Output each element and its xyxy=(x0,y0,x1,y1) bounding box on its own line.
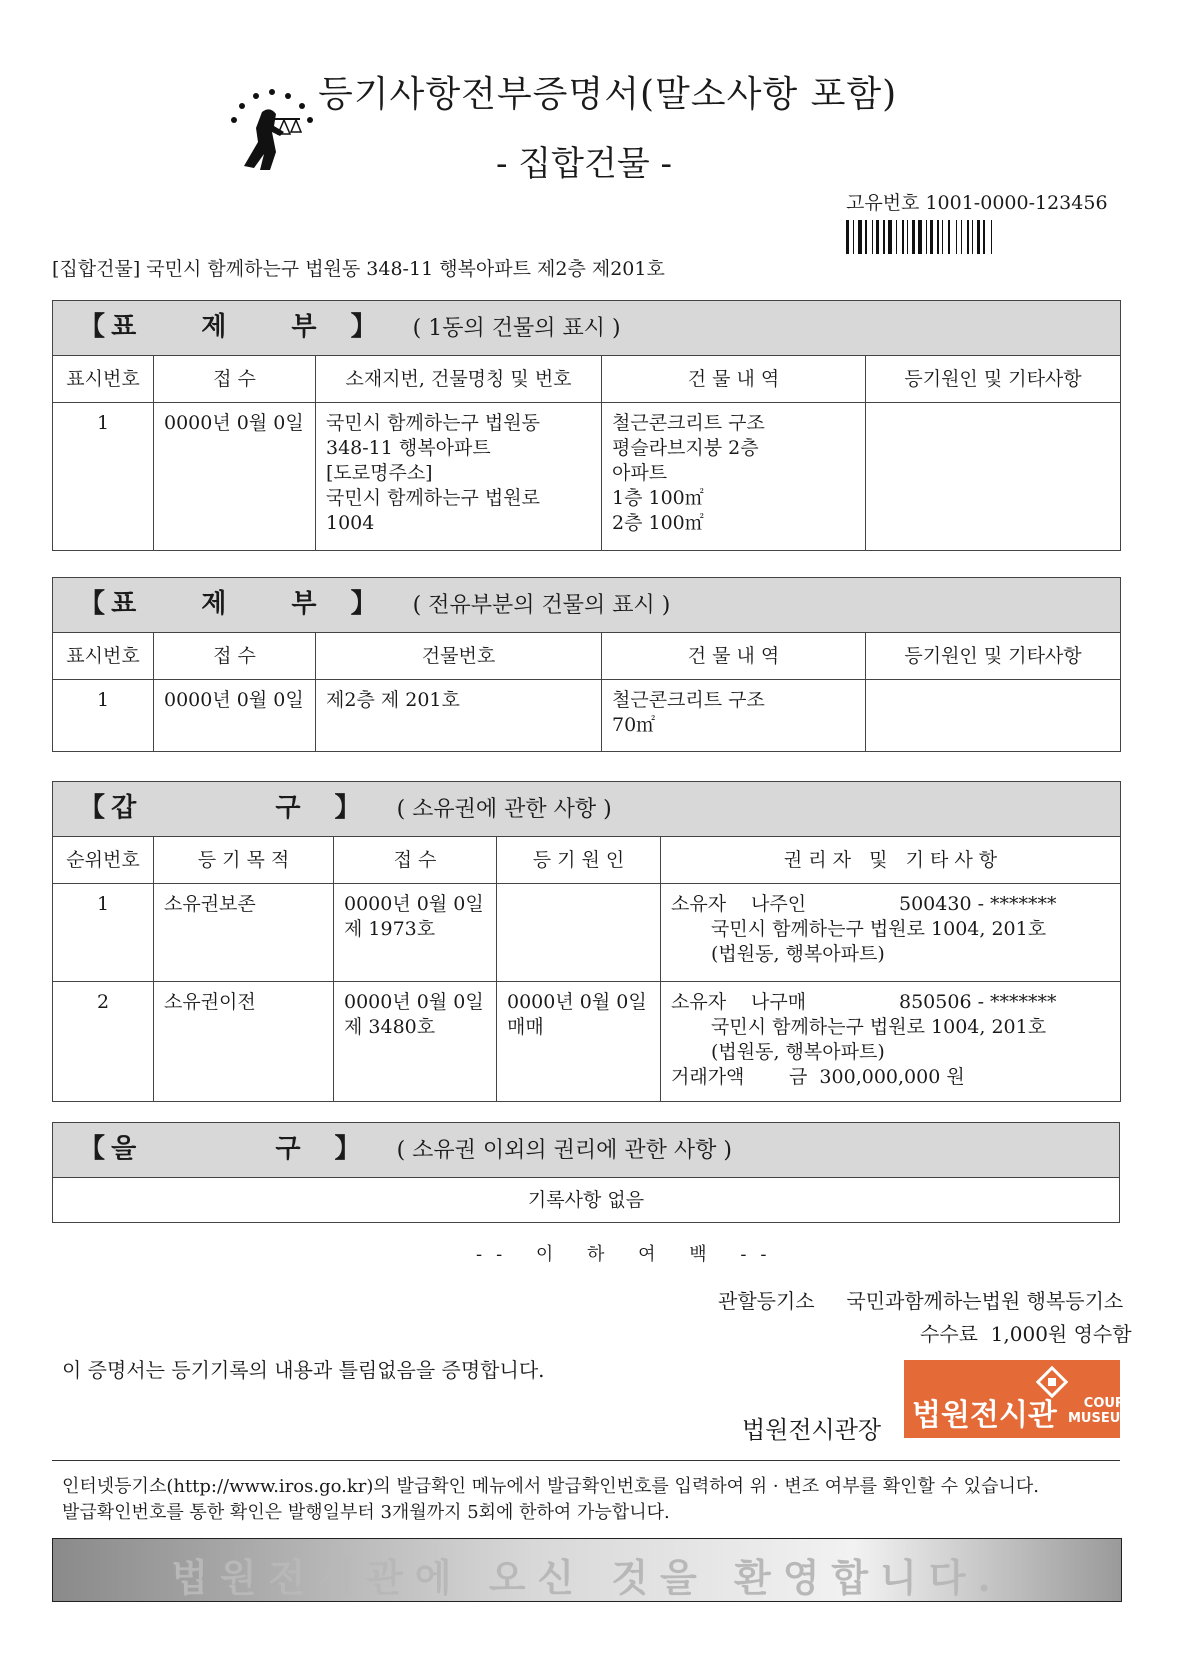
table-row xyxy=(53,982,1121,1102)
barcode-bar xyxy=(972,220,973,254)
bracket-open: 【 xyxy=(79,311,106,342)
section-desc: ( 전유부분의 건물의 표시 ) xyxy=(412,592,671,618)
col-header: 표시번호 xyxy=(53,356,154,403)
bracket-close: 】 xyxy=(350,588,377,619)
cause-cell xyxy=(497,884,661,982)
building-detail-cell xyxy=(602,403,866,551)
col-header: 접 수 xyxy=(334,837,497,884)
col-header: 접 수 xyxy=(154,356,316,403)
section-header xyxy=(53,301,1121,356)
rank-number: 1 xyxy=(53,884,154,982)
owner-row xyxy=(671,892,1110,917)
building-detail-cell xyxy=(602,680,866,752)
section-header xyxy=(53,578,1121,633)
barcode-icon xyxy=(846,220,1104,254)
detail-line: 70㎡ xyxy=(612,714,656,736)
owner-address: (법원동, 행복아파트) xyxy=(711,943,885,965)
building-number: 제2층 제 201호 xyxy=(316,680,602,752)
display-number: 1 xyxy=(53,680,154,752)
location-line: [도로명주소] xyxy=(326,462,433,484)
barcode-bar xyxy=(937,220,939,254)
barcode-bar xyxy=(961,220,962,254)
notice-line: 인터넷등기소(http://www.iros.go.kr)의 발급확인 메뉴에서 발급확인번호를 입력하여 위 · 변조 여부를 확인할 수 있습니다. xyxy=(62,1476,1039,1497)
barcode-bar xyxy=(876,220,879,254)
bracket-close: 】 xyxy=(350,311,377,342)
section-desc: ( 1동의 건물의 표시 ) xyxy=(412,315,621,341)
price-label: 거래가액 xyxy=(671,1066,745,1088)
col-header: 등기원인 및 기타사항 xyxy=(866,633,1121,680)
barcode-bar xyxy=(956,220,957,254)
col-header: 건 물 내 역 xyxy=(602,356,866,403)
barcode-bar xyxy=(926,220,927,254)
price-value: 금 300,000,000 원 xyxy=(789,1066,965,1088)
registry-office: 관할등기소 국민과함께하는법원 행복등기소 xyxy=(718,1289,1124,1313)
section-desc: ( 소유권 이외의 권리에 관한 사항 ) xyxy=(396,1137,732,1163)
fee-receipt: 수수료 1,000원 영수함 xyxy=(920,1322,1132,1346)
section-header xyxy=(53,1123,1120,1178)
rights-holder-cell xyxy=(661,982,1121,1102)
detail-line: 철근콘크리트 구조 xyxy=(612,689,765,711)
cause-line: 매매 xyxy=(507,1016,544,1038)
barcode-bar xyxy=(883,220,885,254)
document-title: 등기사항전부증명서(말소사항 포함) xyxy=(318,74,898,115)
barcode-bar xyxy=(907,220,908,254)
owner-address: 국민시 함께하는구 법원로 1004, 201호 xyxy=(711,1016,1047,1038)
purpose: 소유권이전 xyxy=(154,982,334,1102)
barcode-bar xyxy=(948,220,950,254)
owner-address: 국민시 함께하는구 법원로 1004, 201호 xyxy=(711,918,1047,940)
receipt-line: 0000년 0월 0일 xyxy=(344,991,484,1013)
detail-line: 1층 100㎡ xyxy=(612,487,704,509)
seal-english-line: MUSEUM xyxy=(1068,1411,1134,1426)
section-title-building xyxy=(52,300,1121,551)
property-address: [집합건물] 국민시 함께하는구 법원동 348-11 행복아파트 제2층 제201호 xyxy=(52,258,665,280)
cause-cell xyxy=(497,982,661,1102)
section-eul-gu xyxy=(52,1122,1120,1223)
seal-english xyxy=(1068,1396,1133,1426)
barcode-bar xyxy=(896,220,897,254)
section-gap-gu xyxy=(52,781,1121,1102)
section-name: 표 제 부 xyxy=(111,311,345,342)
location-line: 348-11 행복아파트 xyxy=(326,437,491,459)
col-header: 권 리 자 및 기 타 사 항 xyxy=(661,837,1121,884)
display-number: 1 xyxy=(53,403,154,551)
rank-number: 2 xyxy=(53,982,154,1102)
owner-name: 나구매 xyxy=(751,991,807,1013)
section-title-unit xyxy=(52,577,1121,752)
col-header: 등 기 원 인 xyxy=(497,837,661,884)
seal-english-line: COURT xyxy=(1083,1396,1134,1411)
location-cell xyxy=(316,403,602,551)
no-records: 기록사항 없음 xyxy=(53,1178,1120,1223)
document-subtitle: - 집합건물 - xyxy=(496,144,672,184)
col-header: 건물번호 xyxy=(316,633,602,680)
rights-holder-cell xyxy=(661,884,1121,982)
cause-line: 0000년 0월 0일 xyxy=(507,991,647,1013)
receipt-cell xyxy=(334,884,497,982)
divider xyxy=(52,1460,1120,1461)
detail-line: 철근콘크리트 구조 xyxy=(612,412,765,434)
col-header: 표시번호 xyxy=(53,633,154,680)
cause-cell xyxy=(866,680,1121,752)
section-name: 을 구 xyxy=(111,1133,329,1164)
court-emblem-icon xyxy=(222,82,318,174)
owner-address: (법원동, 행복아파트) xyxy=(711,1041,885,1063)
col-header: 등 기 목 적 xyxy=(154,837,334,884)
price-row xyxy=(671,1065,1110,1090)
barcode-bar xyxy=(912,220,915,254)
barcode-bar xyxy=(991,220,992,254)
receipt-line: 제 3480호 xyxy=(344,1016,436,1038)
barcode-bar xyxy=(865,220,867,254)
owner-row xyxy=(671,990,1110,1015)
col-header: 등기원인 및 기타사항 xyxy=(866,356,1121,403)
barcode-bar xyxy=(918,220,922,254)
bracket-open: 【 xyxy=(79,792,106,823)
location-line: 1004 xyxy=(326,512,375,534)
detail-line: 2층 100㎡ xyxy=(612,512,704,534)
notice-line: 발급확인번호를 통한 확인은 발행일부터 3개월까지 5회에 한하여 가능합니다. xyxy=(62,1502,670,1523)
court-museum-seal xyxy=(904,1360,1134,1438)
barcode-bar xyxy=(977,220,980,254)
receipt-line: 제 1973호 xyxy=(344,918,436,940)
bracket-open: 【 xyxy=(79,588,106,619)
welcome-banner xyxy=(52,1538,1122,1602)
barcode-bar xyxy=(846,220,849,254)
barcode-bar xyxy=(888,220,892,254)
section-desc: ( 소유권에 관한 사항 ) xyxy=(396,796,612,822)
detail-line: 평슬라브지붕 2층 xyxy=(612,437,759,459)
unique-number: 고유번호 1001-0000-123456 xyxy=(846,192,1108,214)
location-line: 국민시 함께하는구 법원동 xyxy=(326,412,540,434)
barcode-bar xyxy=(967,220,969,254)
barcode-bar xyxy=(872,220,873,254)
end-of-document-mark: -- 이 하 여 백 -- xyxy=(476,1244,781,1265)
barcode-bar xyxy=(930,220,933,254)
banner-text: 법원전시관에 오신 것을 환영합니다. xyxy=(171,1555,1003,1600)
owner-id: 500430 - ******* xyxy=(899,893,1057,915)
receipt-date: 0000년 0월 0일 xyxy=(154,403,316,551)
col-header: 소재지번, 건물명칭 및 번호 xyxy=(316,356,602,403)
purpose: 소유권보존 xyxy=(154,884,334,982)
col-header: 건 물 내 역 xyxy=(602,633,866,680)
owner-id: 850506 - ******* xyxy=(899,991,1057,1013)
barcode-bar xyxy=(858,220,862,254)
section-header xyxy=(53,782,1121,837)
receipt-cell xyxy=(334,982,497,1102)
owner-name: 나주인 xyxy=(751,893,807,915)
certification-statement: 이 증명서는 등기기록의 내용과 틀림없음을 증명합니다. xyxy=(62,1358,545,1382)
location-line: 국민시 함께하는구 법원로 xyxy=(326,487,540,509)
owner-label: 소유자 xyxy=(671,991,727,1013)
section-name: 표 제 부 xyxy=(111,588,345,619)
bracket-close: 】 xyxy=(334,1133,361,1164)
issuer-name: 법원전시관장 xyxy=(742,1416,882,1444)
barcode-bar xyxy=(983,220,985,254)
barcode-bar xyxy=(942,220,943,254)
cause-cell xyxy=(866,403,1121,551)
receipt-line: 0000년 0월 0일 xyxy=(344,893,484,915)
detail-line: 아파트 xyxy=(612,462,668,484)
receipt-date: 0000년 0월 0일 xyxy=(154,680,316,752)
barcode-bar xyxy=(902,220,904,254)
bracket-close: 】 xyxy=(334,792,361,823)
bracket-open: 【 xyxy=(79,1133,106,1164)
owner-label: 소유자 xyxy=(671,893,727,915)
col-header: 접 수 xyxy=(154,633,316,680)
verification-notice xyxy=(62,1474,1039,1526)
section-name: 갑 구 xyxy=(111,792,329,823)
col-header: 순위번호 xyxy=(53,837,154,884)
seal-text: 법원전시관 xyxy=(912,1398,1057,1433)
table-row xyxy=(53,884,1121,982)
barcode-bar xyxy=(853,220,854,254)
